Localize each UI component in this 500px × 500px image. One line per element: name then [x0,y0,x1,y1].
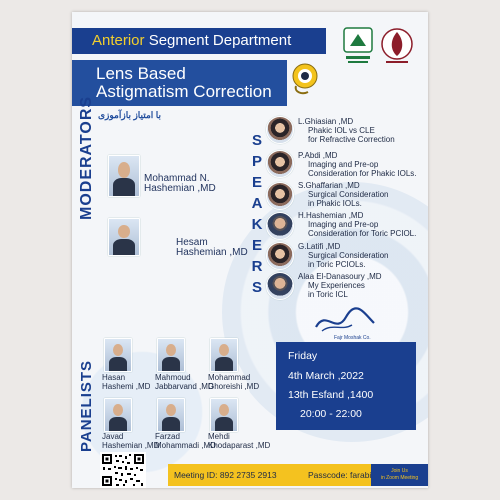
speaker-topic: Imaging and Pre-op [308,160,379,169]
speaker-name: S.Ghaffarian ,MD [298,181,360,190]
panelists-heading: PANELISTS [78,359,95,452]
speaker-photo [266,116,294,144]
join-line-1: Join Us [391,468,408,474]
panelist-photo [157,398,185,432]
qr-code[interactable] [100,452,146,488]
speaker-name: G.Latifi ,MD [298,242,341,251]
moderator-name-1b: Hashemian ,MD [144,183,216,194]
speaker-photo [266,150,294,178]
department-banner [72,28,326,54]
speaker-name: P.Abdi ,MD [298,151,338,160]
panelist-photo [210,338,238,372]
meeting-id: Meeting ID: 892 2735 2913 [174,470,277,480]
speaker-topic: Consideration for Phakic IOLs. [308,169,417,178]
title-line-2: Astigmatism Correction [96,82,272,101]
speaker-photo [266,272,294,300]
speaker-photo [266,182,294,210]
cme-note: با امتیاز بازآموزی [98,110,162,120]
speaker-name: Alaa El-Danasoury ,MD [298,272,382,281]
moderator-name-2a: Hesam [176,237,208,248]
lens-logo-icon [290,62,320,96]
event-persian-date: 13th Esfand ,1400 [288,389,374,401]
panelist-name: Mohammad [208,373,251,382]
moderator-photo [108,218,140,256]
hospital-logo [380,26,414,66]
panelist-name: Javad [102,432,124,441]
banner-accent-text: Anterior [92,32,145,49]
panelist-name: Hashemi ,MD [102,382,151,391]
moderator-name-2b: Hashemian ,MD [176,247,248,258]
event-poster [72,12,428,488]
speaker-topic: Consideration for Toric PCIOL. [308,229,417,238]
title-line-1: Lens Based [96,64,186,83]
panelist-name: Khodaparast ,MD [208,441,271,450]
moderator-name-1a: Mohammad N. [144,173,210,184]
banner-text: Segment Department [144,32,292,49]
speaker-topic: Surgical Consideration [308,251,389,260]
panelist-photo [210,398,238,432]
speaker-photo [266,242,294,270]
panelist-name: Mehdi [208,432,230,441]
speaker-topic: in Phakic IOLs. [308,199,362,208]
panelist-name: Hasan [102,373,126,382]
speaker-topic: in Toric PCIOLs. [308,260,366,269]
speaker-name: L.Ghiasian ,MD [298,117,354,126]
join-line-2: in Zoom Meeting [380,475,419,481]
join-zoom-button[interactable] [371,464,428,486]
speaker-topic: in Toric ICL [308,290,348,299]
sponsor-caption: Fajr Moshak Co. [334,335,371,341]
speaker-topic: My Experiences [308,281,365,290]
meeting-info-bar [168,464,428,486]
panelist-photo [104,338,132,372]
event-day: Friday [288,350,318,362]
speakers-heading: S P E A K E R S [251,132,263,296]
panelist-name: Farzad [155,432,180,441]
speaker-topic: Surgical Consideration [308,190,389,199]
institution-logo [342,26,374,66]
speaker-photo [266,212,294,240]
event-date-box [276,342,416,430]
event-time: 20:00 - 22:00 [300,408,362,420]
panelist-photo [104,398,132,432]
moderator-photo [108,155,140,197]
speaker-topic: Phakic IOL vs CLE [308,126,375,135]
speaker-topic: for Refractive Correction [308,135,395,144]
speaker-name: H.Hashemian ,MD [298,211,364,220]
panelist-photo [157,338,185,372]
speaker-topic: Imaging and Pre-op [308,220,379,229]
moderators-heading: MODERATORS [78,95,95,220]
panelist-name: Ghoreishi ,MD [208,382,260,391]
panelist-name: Jabbarvand ,MD [155,382,214,391]
title-box [72,60,287,106]
meeting-passcode: Passcode: farabi [308,470,372,480]
event-date: 4th March ,2022 [288,370,364,382]
sponsor-logo [312,305,378,341]
panelist-name: Mohammadi ,MD [155,441,216,450]
panelist-name: Mahmoud [155,373,191,382]
panelist-name: Hashemian ,MD [102,441,160,450]
